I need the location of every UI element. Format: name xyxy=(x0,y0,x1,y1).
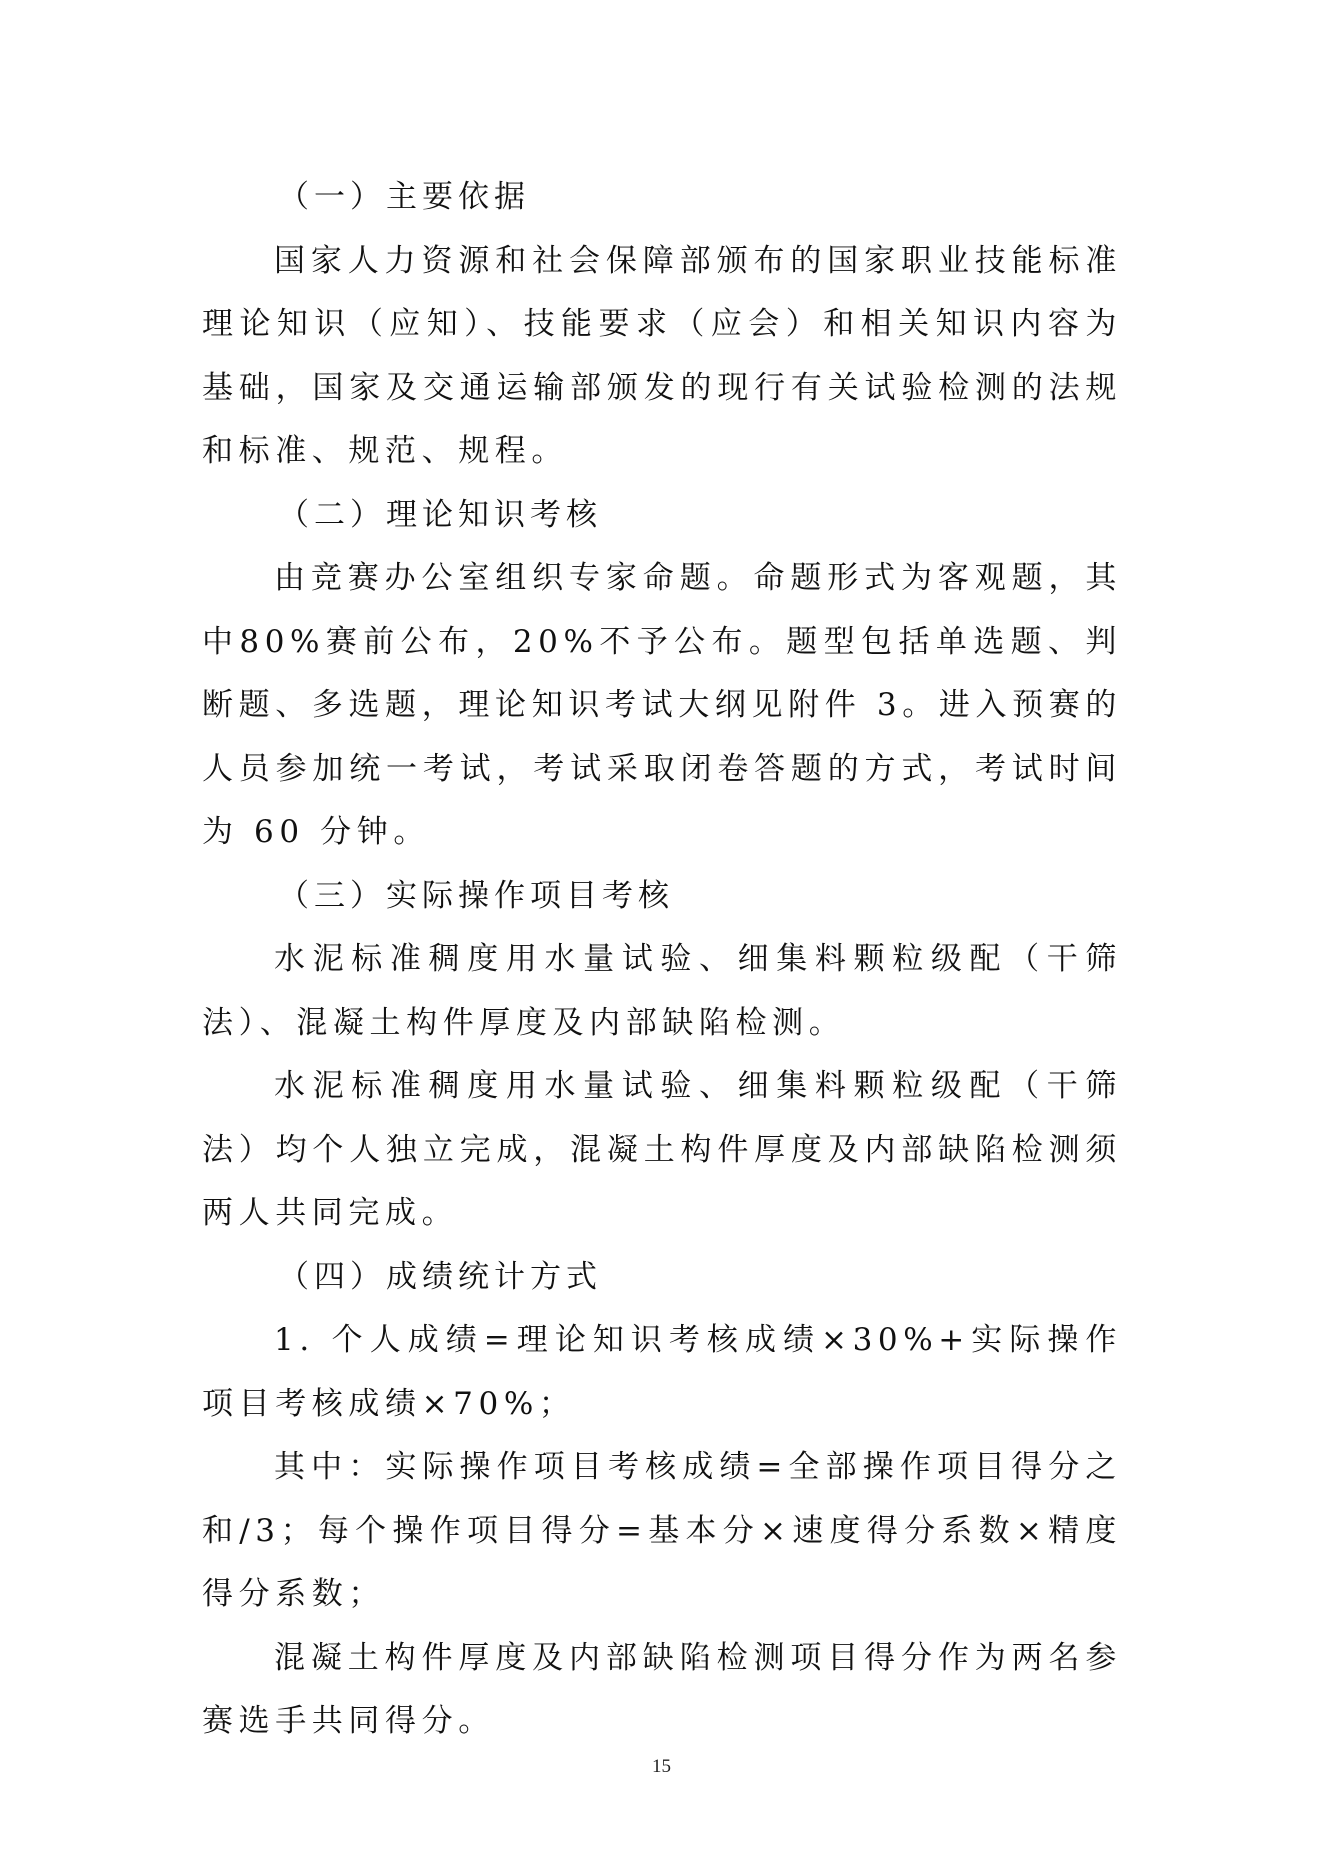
section-heading-4: （四）成绩统计方式 xyxy=(278,1258,602,1295)
section-3-paragraph-2: 水泥标准稠度用水量试验、细集料颗粒级配（干筛法）均个人独立完成，混凝土构件厚度及内部缺陷检测须两人共同完成。 xyxy=(202,1068,1122,1231)
section-4-paragraph-3: 混凝土构件厚度及内部缺陷检测项目得分作为两名参赛选手共同得分。 xyxy=(202,1639,1122,1739)
page-number: 15 xyxy=(652,1756,671,1777)
section-heading-1: （一）主要依据 xyxy=(278,179,530,215)
section-2-paragraph-1: 由竞赛办公室组织专家命题。命题形式为客观题，其中80%赛前公布，20%不予公布。题型包括单选题、判断题、多选题，理论知识考试大纲见附件 3。进入预赛的人员参加统一考试，考试采取闭卷答题的方式，考试时间为 60 分钟。 xyxy=(202,560,1122,850)
section-3-paragraph-1: 水泥标准稠度用水量试验、细集料颗粒级配（干筛法）、混凝土构件厚度及内部缺陷检测。 xyxy=(202,941,1122,1041)
section-heading-2: （二）理论知识考核 xyxy=(278,496,602,533)
section-heading-3: （三）实际操作项目考核 xyxy=(278,877,674,914)
document-body xyxy=(202,166,1122,1754)
section-1-paragraph-1: 国家人力资源和社会保障部颁布的国家职业技能标准理论知识（应知）、技能要求（应会）和相关知识内容为基础，国家及交通运输部颁发的现行有关试验检测的法规和标准、规范、规程。 xyxy=(202,242,1122,469)
section-4-paragraph-2: 其中：实际操作项目考核成绩=全部操作项目得分之和/3；每个操作项目得分=基本分×速度得分系数×精度得分系数； xyxy=(202,1449,1122,1612)
section-4-paragraph-1: 1. 个人成绩=理论知识考核成绩×30%+实际操作项目考核成绩×70%； xyxy=(202,1322,1122,1422)
